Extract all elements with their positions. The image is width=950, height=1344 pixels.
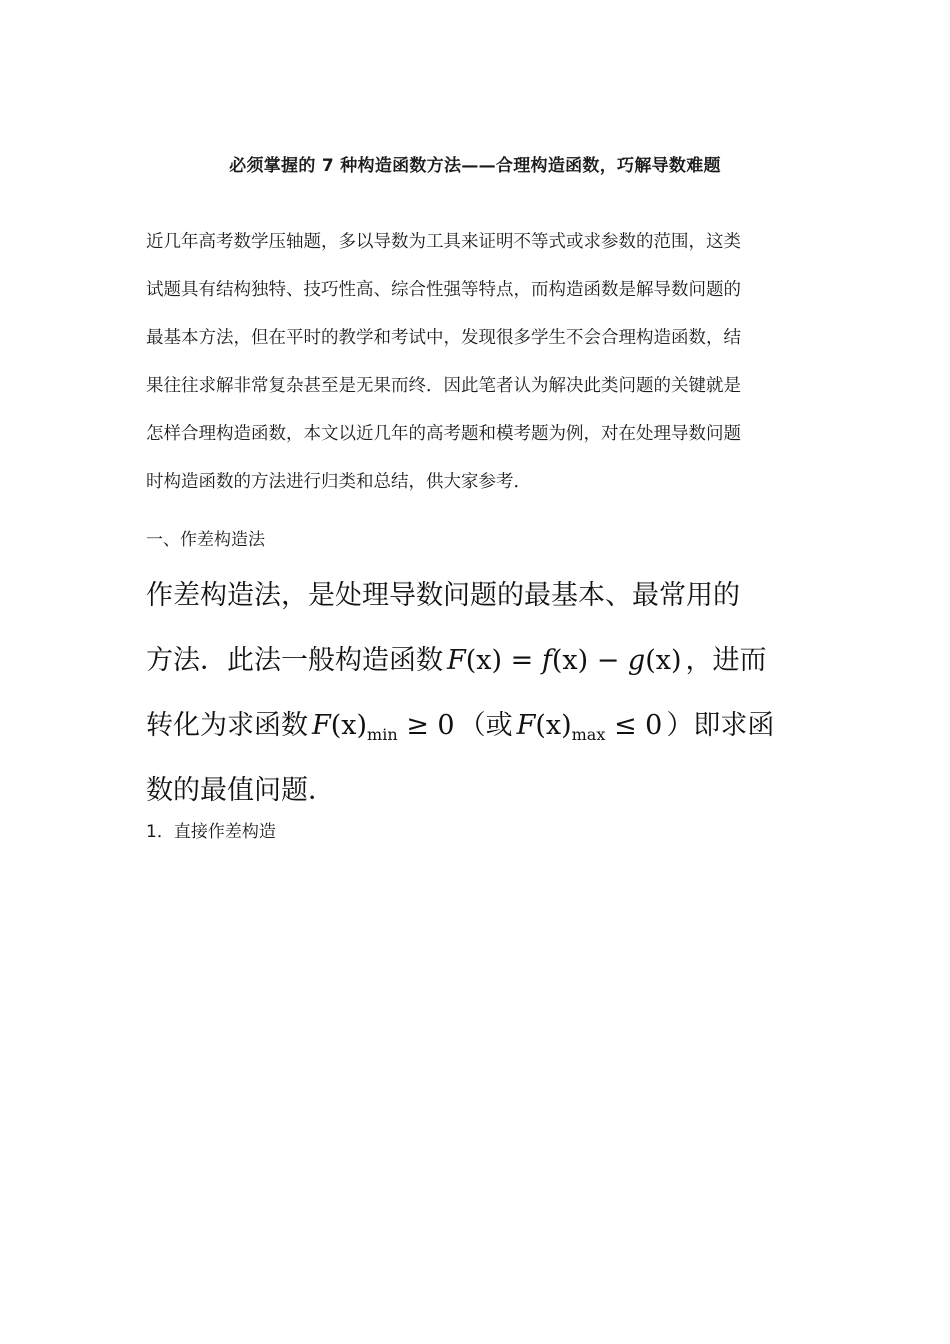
intro-line: 最基本方法，但在平时的教学和考试中，发现很多学生不会合理构造函数，结 [146, 328, 741, 348]
method-line-1: 作差构造法，是处理导数问题的最基本、最常用的 [146, 580, 740, 611]
intro-line: 近几年高考数学压轴题，多以导数为工具来证明不等式或求参数的范围，这类 [146, 232, 741, 252]
method-line-4: 数的最值问题． [146, 775, 335, 806]
formula-F-max-le-zero: $F(x)_{max} \le 0$ [516, 710, 663, 744]
subsection-heading-direct-difference: 1．直接作差构造 [146, 822, 276, 842]
intro-line: 时构造函数的方法进行归类和总结，供大家参考． [146, 472, 531, 492]
formula-F-equals-f-minus-g: F(x) = f(x) − g(x) [447, 645, 682, 676]
formula-F-min-ge-zero: $F(x)_{min} \ge 0$ [312, 710, 455, 744]
intro-line: 怎样合理构造函数，本文以近几年的高考题和模考题为例，对在处理导数问题 [146, 424, 741, 444]
method-description [146, 570, 836, 830]
intro-line: 试题具有结构独特、技巧性高、综合性强等特点，而构造函数是解导数问题的 [146, 280, 741, 300]
document-title: 必须掌握的 7 种构造函数方法——合理构造函数，巧解导数难题 [229, 156, 721, 176]
intro-line: 果往往求解非常复杂甚至是无果而终．因此笔者认为解决此类问题的关键就是 [146, 376, 741, 396]
method-line-2: 方法．此法一般构造函数 F(x) = f(x) − g(x) ，进而 [146, 645, 767, 676]
section-heading-difference-method: 一、作差构造法 [146, 530, 265, 550]
method-line-3: 转化为求函数 $F(x)_{min} \ge 0$ （或 $F(x)_{max} \le 0$ ）即求函 [146, 710, 775, 744]
intro-paragraph [146, 230, 816, 518]
